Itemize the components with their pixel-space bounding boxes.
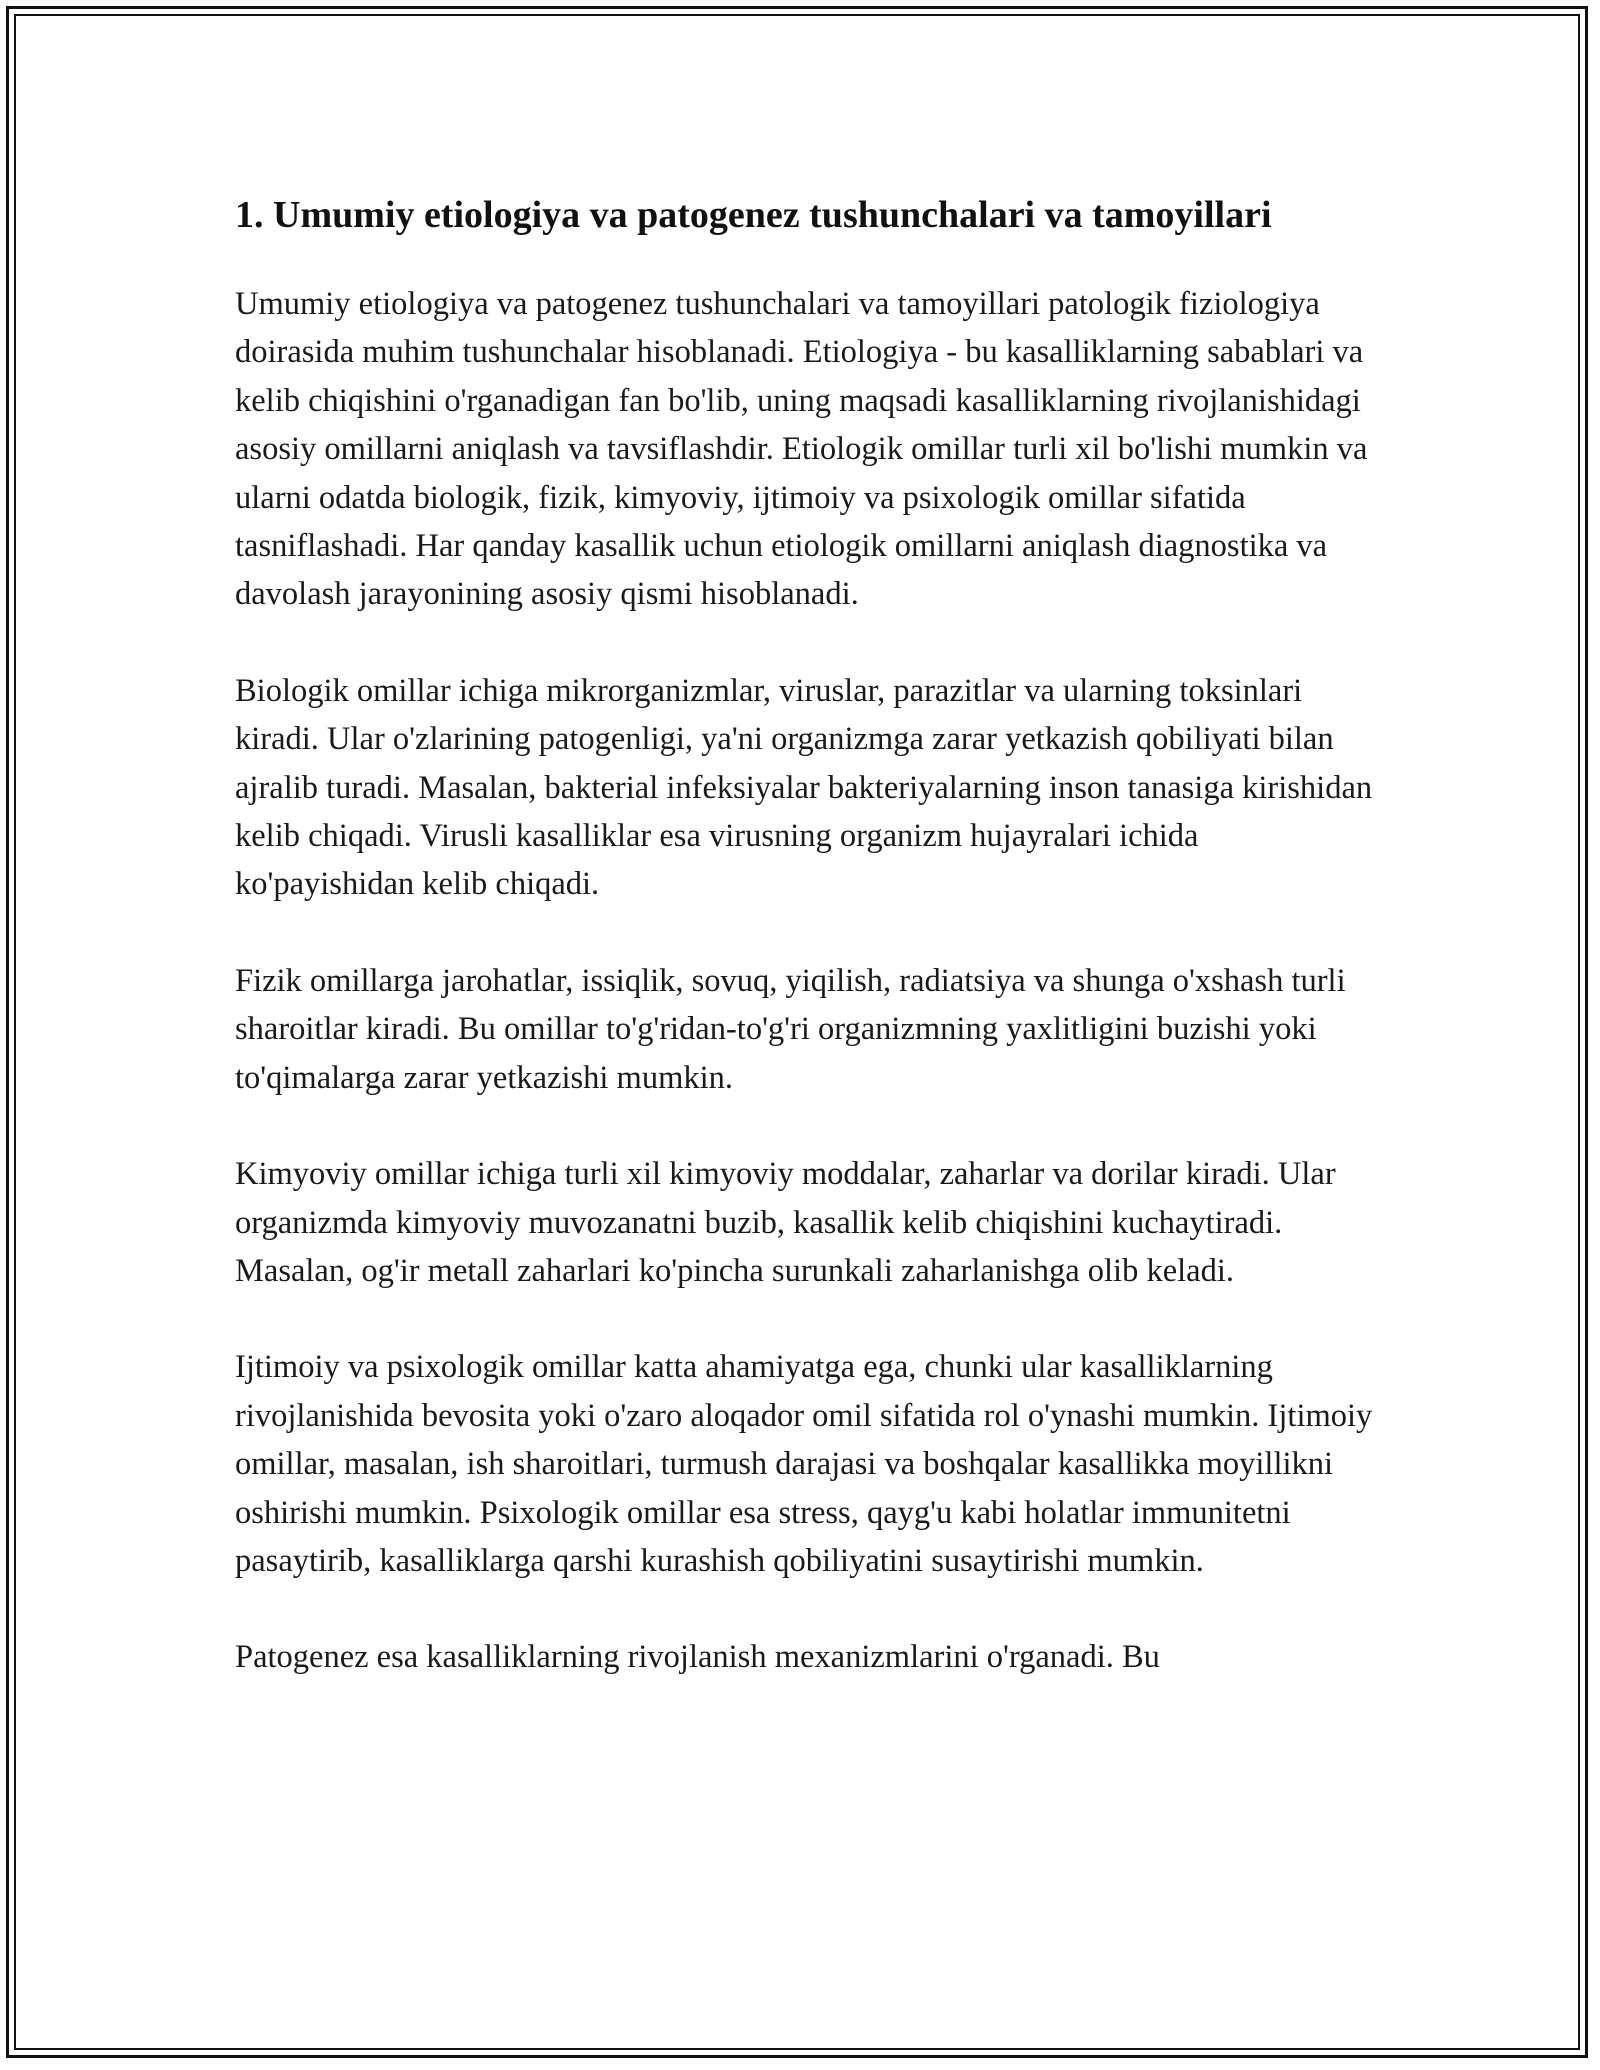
paragraph-social-psychological-factors: Ijtimoiy va psixologik omillar katta ahamiyatga ega, chunki ular kasalliklarning rivojlanishida bevosita yoki o'zaro aloqador omil sifatida rol o'ynashi mumkin. Ijtimoiy omillar, masalan, ish sharoitlari, turmush darajasi va boshqalar kasallikka moyillikni oshirishi mumkin. Psixologik omillar esa stress, qayg'u kabi holatlar immunitetni pasaytirib, kasalliklarga qarshi kurashish qobiliyatini susaytirishi mumkin. bbox=[235, 1349, 1373, 1579]
section-heading: 1. Umumiy etiologiya va patogenez tushunchalari va tamoyillari bbox=[235, 194, 1272, 236]
paragraph-pathogenesis: Patogenez esa kasalliklarning rivojlanish mexanizmlarini o'rganadi. Bu bbox=[235, 1639, 1160, 1676]
paragraph-biological-factors: Biologik omillar ichiga mikrorganizmlar, viruslar, parazitlar va ularning toksinlari kiradi. Ular o'zlarining patogenligi, ya'ni organizmga zarar yetkazish qobiliyati bilan ajralib turadi. Masalan, bakterial infeksiyalar bakteriyalarning inson tanasiga kirishidan kelib chiqadi. Virusli kasalliklar esa virusning organizm hujayralari ichida ko'payishidan kelib chiqadi. bbox=[235, 672, 1373, 903]
paragraph-physical-factors: Fizik omillarga jarohatlar, issiqlik, sovuq, yiqilish, radiatsiya va shunga o'xshash turli sharoitlar kiradi. Bu omillar to'g'ridan-to'g'ri organizmning yaxlitligini buzishi yoki to'qimalarga zarar yetkazishi mumkin. bbox=[235, 962, 1346, 1096]
paragraph-etiology-intro: Umumiy etiologiya va patogenez tushunchalari va tamoyillari patologik fiziologiya doirasida muhim tushunchalar hisoblanadi. Etiologiya - bu kasalliklarning sabablari va kelib chiqishini o'rganadigan fan bo'lib, uning maqsadi kasalliklarning rivojlanishidagi asosiy omillarni aniqlash va tavsiflashdir. Etiologik omillar turli xil bo'lishi mumkin va ularni odatda biologik, fizik, kimyoviy, ijtimoiy va psixologik omillar sifatida tasniflashadi. Har qanday kasallik uchun etiologik omillarni aniqlash diagnostika va davolash jarayonining asosiy qismi hisoblanadi. bbox=[235, 286, 1368, 613]
document-body bbox=[235, 188, 1375, 1730]
paragraph-chemical-factors: Kimyoviy omillar ichiga turli xil kimyoviy moddalar, zaharlar va dorilar kiradi. Ular organizmda kimyoviy muvozanatni buzib, kasallik kelib chiqishini kuchaytiradi. Masalan, og'ir metall zaharlari ko'pincha surunkali zaharlanishga olib keladi. bbox=[235, 1156, 1336, 1289]
